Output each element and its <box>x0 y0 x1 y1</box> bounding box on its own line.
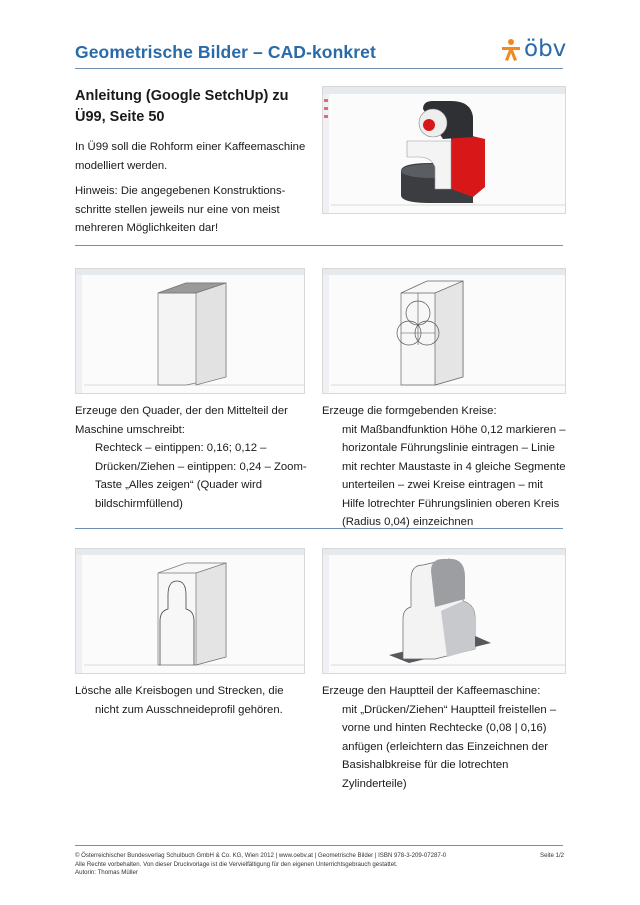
step-3-text <box>75 682 310 719</box>
footer-rule <box>75 845 563 846</box>
section-heading: Anleitung (Google SetchUp) zu Ü99, Seite 50 <box>75 88 289 125</box>
section-rule <box>75 245 563 246</box>
logo-text: öbv <box>524 36 567 62</box>
step-1-text <box>75 402 310 513</box>
copyright-line: © Österreichischer Bundesverlag Schulbuch GmbH & Co. KG, Wien 2012 | www.oebv.at | Geometrische Bilder | ISBN 978-3-209-07287-0 <box>75 852 447 859</box>
step-2-lead: Erzeuge die formgebenden Kreise: <box>322 405 497 417</box>
screenshot-main-body <box>322 548 566 674</box>
section-rule <box>75 528 563 529</box>
step-4-detail: mit „Drücken/Ziehen“ Hauptteil freistellen – vorne und hinten Rechtecke (0,08 | 0,16) anfügen (erleichtern das Einzeichnen der Basishalbkreise für die lotrechten Zylinderteile) <box>342 703 557 790</box>
step-3-lead: Lösche alle Kreisbogen und Strecken, die nicht zum Ausschneideprofil gehören. <box>75 685 284 716</box>
screenshot-box <box>75 268 305 394</box>
document-title: Geometrische Bilder – CAD-konkret <box>75 42 376 62</box>
screenshot-coffee-machine <box>322 86 566 214</box>
header-rule <box>75 68 563 69</box>
hint-paragraph: Hinweis: Die angegebenen Konstruktions-schritte stellen jeweils nur eine von meist mehreren Möglichkeiten dar! <box>75 185 286 234</box>
oebv-logo <box>500 38 570 68</box>
step-2-text <box>322 402 567 532</box>
step-4-text <box>322 682 567 793</box>
figure-logo-icon <box>500 38 522 62</box>
rights-line: Alle Rechte vorbehalten. Von dieser Druckvorlage ist die Vervielfältigung für den eigenen Unterrichtsgebrauch gestattet. <box>75 860 398 868</box>
page-number: Seite 1/2 <box>540 852 565 859</box>
footer <box>75 852 446 878</box>
screenshot-circles <box>322 268 566 394</box>
step-4-lead: Erzeuge den Hauptteil der Kaffeemaschine: <box>322 685 541 697</box>
intro-paragraph: In Ü99 soll die Rohform einer Kaffeemaschine modelliert werden. <box>75 141 306 172</box>
step-2-detail: mit Maßbandfunktion Höhe 0,12 markieren – horizontale Führungslinie eintragen – Linie mit rechter Maustaste in 4 gleiche Segmente unterteilen – zwei Kreise eintragen – mit Hilfe lotrechter Führungslinien oberen Kreis (Radius 0,04) einzeichnen <box>342 423 566 528</box>
step-1-lead: Erzeuge den Quader, der den Mittelteil der Maschine umschreibt: <box>75 405 288 436</box>
step-1-detail: Rechteck – eintippen: 0,16; 0,12 – Drücken/Ziehen – eintippen: 0,24 – Zoom-Taste „Alles zeigen“ (Quader wird bildschirmfüllend) <box>95 442 307 510</box>
author-line: Autorin: Thomas Müller <box>75 869 138 876</box>
screenshot-profile <box>75 548 305 674</box>
